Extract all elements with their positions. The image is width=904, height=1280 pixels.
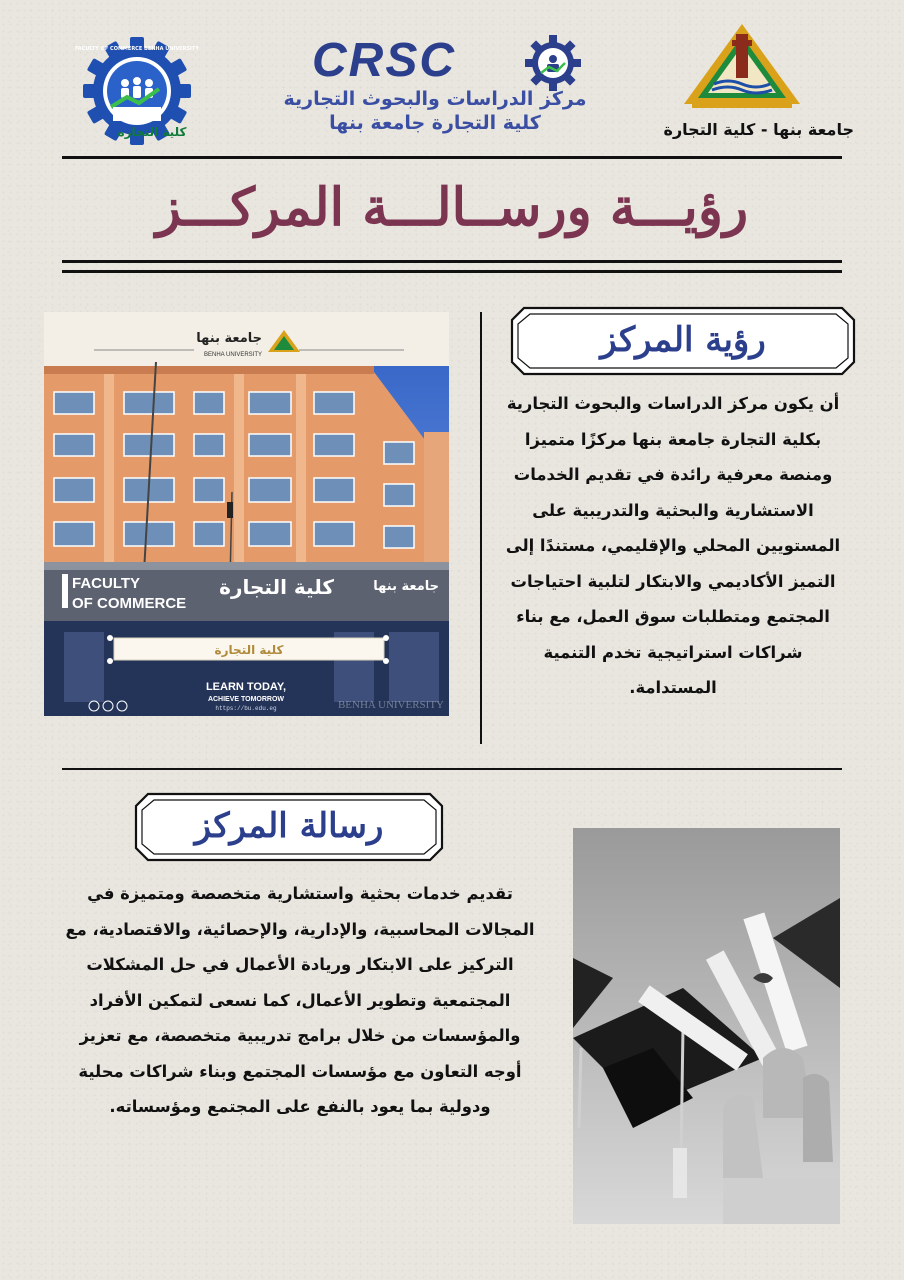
- mission-heading: رسالة المركز: [194, 806, 384, 846]
- photo-watermark: BENHA UNIVERSITY: [337, 699, 444, 711]
- photo-banner-text: كلية التجارة: [214, 643, 284, 657]
- photo-university-arabic: جامعة بنها: [196, 331, 262, 346]
- title-rule-bottom: [62, 270, 842, 273]
- faculty-logo-label: كلية التجارة: [117, 125, 187, 139]
- section-divider: [62, 768, 842, 770]
- page-title: رؤيـــة ورســالـــة المركـــز: [155, 177, 749, 238]
- graduation-photo: [573, 828, 840, 1224]
- title-rule-top: [62, 260, 842, 263]
- crsc-faculty-name: كلية التجارة جامعة بنها: [329, 112, 541, 134]
- crsc-wordmark: CRSC: [312, 34, 457, 87]
- photo-university-english: BENHA UNIVERSITY: [203, 352, 262, 358]
- faculty-of-commerce-logo: [75, 36, 199, 146]
- crsc-gear-icon: [524, 34, 582, 92]
- benha-university-logo: [682, 20, 802, 110]
- faculty-logo-ring-text: FACULTY OF COMMERCE BENHA UNIVERSITY: [75, 46, 199, 52]
- photo-sign-faculty-arabic: كلية التجارة: [219, 575, 334, 599]
- photo-url: https://bu.edu.eg: [215, 705, 277, 712]
- photo-slogan-1: LEARN TODAY,: [205, 681, 287, 693]
- mission-text: تقديم خدمات بحثية واستشارية متخصصة ومتميزة في المجالات المحاسبية، والإدارية، والإحصائية، والاقتصادية، مع التركيز على الابتكار وريادة الأعمال في حل المشكلات المجتمعية وتطوير الأعمال، كما نسعى لتمكين الأفراد والمؤسسات من خلال برامج تدريبية متخصصة، مع تعزيز أوجه التعاون مع مؤسسات المجتمع وبناء شراكات محلية ودولية بما يعود بالنفع على المجتمع ومؤسساته.: [65, 884, 535, 1116]
- photo-faculty-english-1: FACULTY: [72, 575, 141, 592]
- vision-divider: [480, 312, 482, 744]
- vision-heading: رؤية المركز: [600, 320, 766, 360]
- header-rule: [62, 156, 842, 159]
- crsc-center-name: مركز الدراسات والبحوث التجارية: [283, 88, 587, 110]
- faculty-building-photo: [44, 312, 449, 716]
- photo-sign-university-arabic: جامعة بنها: [373, 579, 439, 594]
- photo-slogan-2: ACHIEVE TOMORROW: [207, 696, 285, 703]
- photo-faculty-english-2: OF COMMERCE: [72, 595, 187, 612]
- university-faculty-line: جامعة بنها - كلية التجارة: [663, 120, 854, 139]
- vision-text: أن يكون مركز الدراسات والبحوث التجارية بكلية التجارة جامعة بنها مركزًا متميزا ومنصة معرفية رائدة في تقديم الخدمات الاستشارية والبحثية والتدريبية على المستويين المحلي والإقليمي، مستندًا إلى التميز الأكاديمي والابتكار لتلبية احتياجات المجتمع ومتطلبات سوق العمل، مع بناء شراكات استراتيجية تخدم التنمية المستدامة.: [505, 394, 841, 697]
